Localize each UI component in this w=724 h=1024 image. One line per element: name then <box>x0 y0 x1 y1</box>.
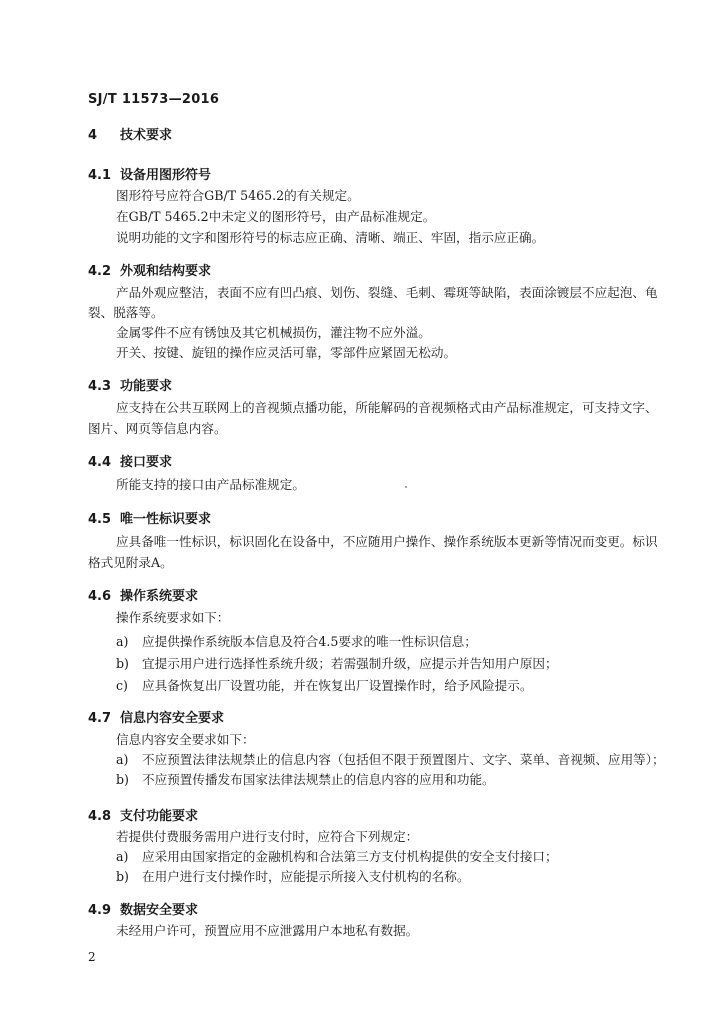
paragraph: 若提供付费服务需用户进行支付时，应符合下列规定： <box>116 829 419 844</box>
section-heading-4-7 <box>88 707 224 726</box>
list-text: 宜提示用户进行选择性系统升级；若需强制升级，应提示并告知用户原因； <box>142 656 558 671</box>
list-text: 不应预置法律法规禁止的信息内容（包括但不限于预置图片、文字、菜单、音视频、应用等）； <box>142 752 665 767</box>
list-text: 不应预置传播发布国家法律法规禁止的信息内容的应用和功能。 <box>142 772 495 787</box>
section-title: 接口要求 <box>120 455 173 470</box>
section-number: 4.9 <box>88 903 112 918</box>
section-title: 数据安全要求 <box>120 903 199 918</box>
section-heading-4-6 <box>88 585 198 604</box>
section-title: 支付功能要求 <box>120 809 199 824</box>
paragraph: 应支持在公共互联网上的音视频点播功能，所能解码的音视频格式由产品标准规定，可支持文字、 <box>116 400 658 415</box>
paragraph: 在GB/T 5465.2中未定义的图形符号，由产品标准规定。 <box>116 209 436 224</box>
list-item <box>116 654 558 674</box>
section-title: 功能要求 <box>120 379 173 394</box>
section-title: 技术要求 <box>120 128 173 143</box>
section-title: 信息内容安全要求 <box>120 711 225 726</box>
paragraph: 产品外观应整洁，表面不应有凹凸痕、划伤、裂缝、毛刺、霉斑等缺陷，表面涂镀层不应起泡、龟 <box>116 285 658 300</box>
list-item <box>116 632 477 652</box>
list-text: 应提供操作系统版本信息及符合4.5要求的唯一性标识信息； <box>142 634 477 649</box>
section-title: 设备用图形符号 <box>120 168 212 183</box>
paragraph-continuation: 图片、网页等信息内容。 <box>88 421 227 436</box>
list-item <box>116 750 665 770</box>
scan-speck <box>405 486 407 488</box>
paragraph: 开关、按键、旋钮的操作应灵活可靠，零部件应紧固无松动。 <box>116 345 457 360</box>
section-number: 4.5 <box>88 512 112 527</box>
section-heading-4-1 <box>88 164 211 183</box>
paragraph: 未经用户许可，预置应用不应泄露用户本地私有数据。 <box>116 923 419 938</box>
section-number: 4.7 <box>88 711 112 726</box>
paragraph: 图形符号应符合GB/T 5465.2的有关规定。 <box>116 188 360 203</box>
list-marker: c) <box>116 678 128 693</box>
paragraph: 应具备唯一性标识，标识固化在设备中，不应随用户操作、操作系统版本更新等情况而变更。标识 <box>116 534 658 549</box>
section-heading-4-3 <box>88 375 172 394</box>
section-title: 外观和结构要求 <box>120 264 212 279</box>
list-item <box>116 770 495 790</box>
list-marker: b) <box>116 772 129 787</box>
section-title: 操作系统要求 <box>120 589 199 604</box>
list-marker: a) <box>116 634 129 649</box>
paragraph: 说明功能的文字和图形符号的标志应正确、清晰、端正、牢固，指示应正确。 <box>116 230 545 245</box>
list-marker: b) <box>116 656 129 671</box>
list-text: 应采用由国家指定的金融机构和合法第三方支付机构提供的安全支付接口； <box>142 849 558 864</box>
paragraph: 操作系统要求如下： <box>116 610 230 625</box>
paragraph-continuation: 裂、脱落等。 <box>88 305 164 320</box>
section-heading-4-5 <box>88 508 211 527</box>
list-text: 在用户进行支付操作时，应能提示所接入支付机构的名称。 <box>142 869 470 884</box>
section-number: 4.6 <box>88 589 112 604</box>
section-number: 4.2 <box>88 264 112 279</box>
section-number: 4.8 <box>88 809 112 824</box>
section-heading-4-8 <box>88 805 198 824</box>
section-heading-4 <box>88 124 172 143</box>
section-heading-4-9 <box>88 899 198 918</box>
list-item <box>116 847 558 867</box>
page-number: 2 <box>88 950 96 964</box>
paragraph-continuation: 格式见附录A。 <box>88 555 173 570</box>
section-number: 4 <box>88 128 98 143</box>
section-title: 唯一性标识要求 <box>120 512 212 527</box>
section-number: 4.1 <box>88 168 112 183</box>
list-marker: b) <box>116 869 129 884</box>
standard-number: SJ/T 11573—2016 <box>88 92 220 107</box>
paragraph: 所能支持的接口由产品标准规定。 <box>116 477 305 492</box>
section-number: 4.3 <box>88 379 112 394</box>
list-item <box>116 867 469 887</box>
list-marker: a) <box>116 752 129 767</box>
list-marker: a) <box>116 849 129 864</box>
paragraph: 信息内容安全要求如下： <box>116 732 255 747</box>
paragraph: 金属零件不应有锈蚀及其它机械损伤，灌注物不应外溢。 <box>116 325 431 340</box>
list-item <box>116 676 532 696</box>
section-number: 4.4 <box>88 455 112 470</box>
section-heading-4-2 <box>88 260 211 279</box>
list-text: 应具备恢复出厂设置功能，并在恢复出厂设置操作时，给予风险提示。 <box>142 678 533 693</box>
section-heading-4-4 <box>88 451 172 470</box>
